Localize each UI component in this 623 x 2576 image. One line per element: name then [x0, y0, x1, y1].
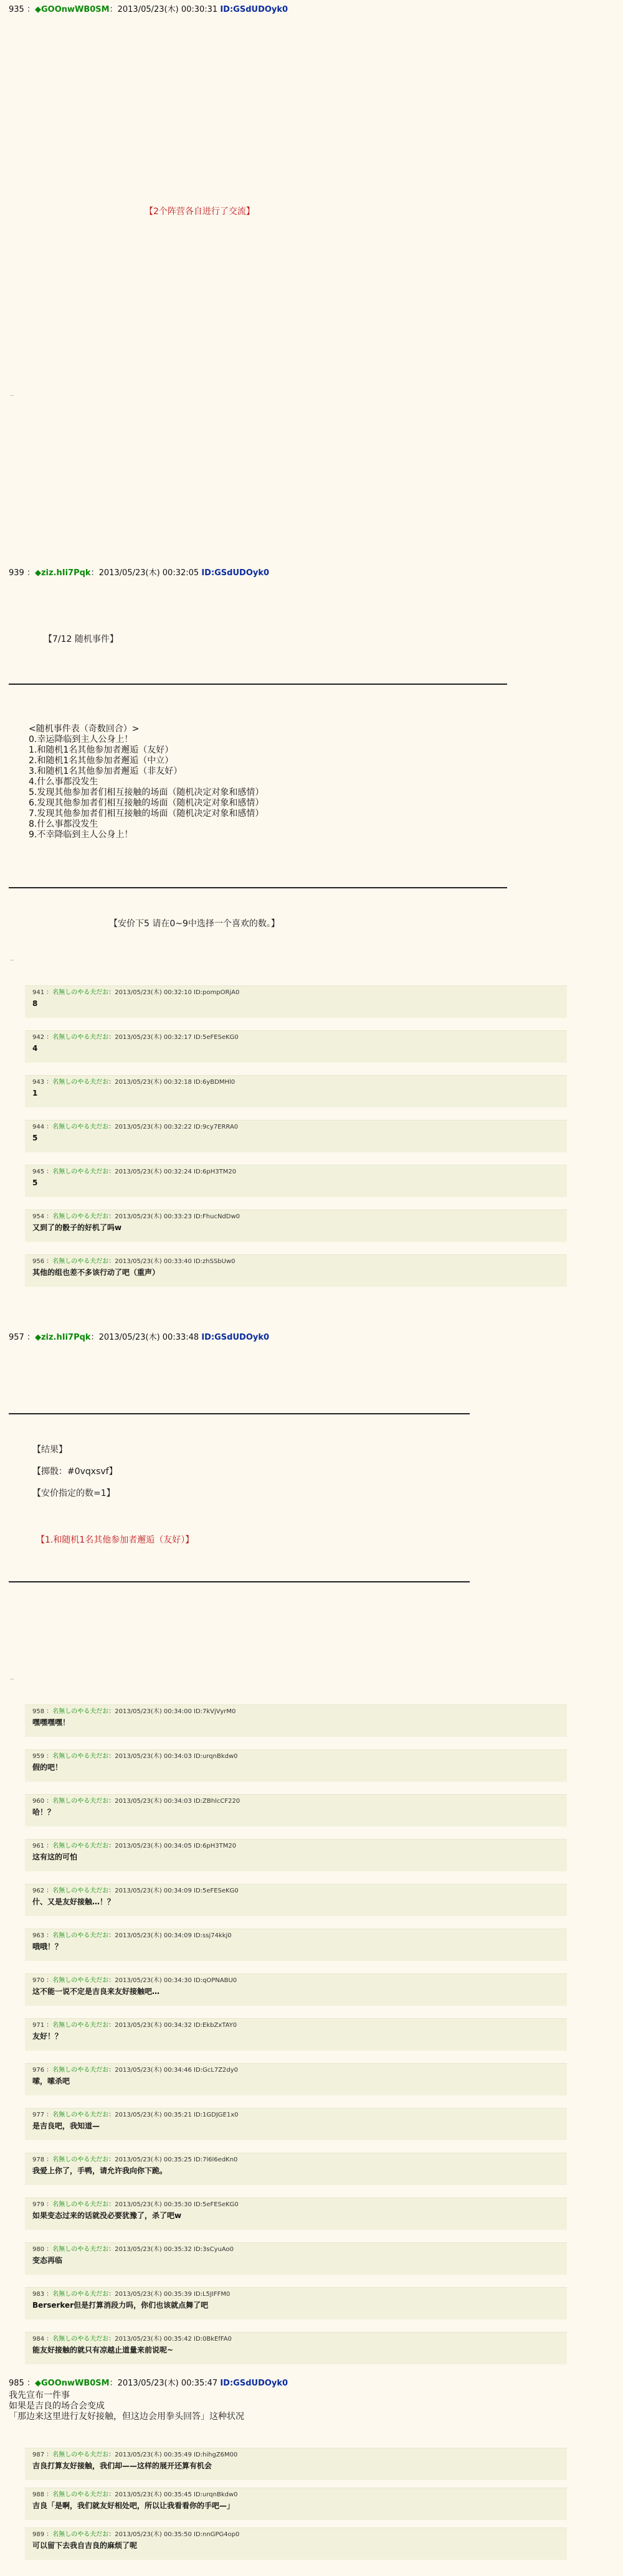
reply-name: 名無しのやる夫だお — [52, 1124, 109, 1131]
event-table-line: 3.和随机1名其他参加者邂逅（非友好） — [29, 766, 183, 776]
poster-name: ◆ziz.hIi7Pqk — [34, 1333, 91, 1342]
reply-header: 954 ：名無しのやる夫だお：2013/05/23(木) 00:33:23 ID:FhucNdDw0 — [32, 1213, 240, 1220]
post-date: ：2013/05/23(木) 00:35:47 — [109, 2379, 218, 2388]
reply-date: ：2013/05/23(木) 00:34:46 — [108, 2067, 192, 2074]
reply-date: ：2013/05/23(木) 00:32:17 — [108, 1034, 192, 1041]
reply-number[interactable]: 977 — [32, 2112, 45, 2118]
reply-name: 名無しのやる夫だお — [52, 1034, 109, 1041]
post-date: ：2013/05/23(木) 00:32:05 — [90, 568, 199, 578]
reply-number[interactable]: 943 — [32, 1079, 45, 1086]
reply-id[interactable]: ID:5eFESeKG0 — [194, 2201, 239, 2208]
reply-date: ：2013/05/23(木) 00:35:25 — [108, 2156, 192, 2163]
separator-dots: .. — [10, 391, 14, 398]
reply-date: ：2013/05/23(木) 00:32:18 — [108, 1079, 192, 1086]
reply-number[interactable]: 988 — [32, 2491, 45, 2498]
reply-name: 名無しのやる夫だお — [52, 2246, 109, 2253]
event-table-line: 9.不幸降临到主人公身上！ — [29, 830, 133, 840]
reply-id[interactable]: ID:hihgZ6M00 — [194, 2451, 238, 2458]
post-header-985: 985 ：◆GOOnwWB0SM：2013/05/23(木) 00:35:47 ID:GSdUDOyk0 — [9, 2379, 288, 2388]
reply-number[interactable]: 983 — [32, 2291, 45, 2298]
poster-name: ◆GOOnwWB0SM — [34, 2379, 110, 2388]
reply-number[interactable]: 979 — [32, 2201, 45, 2208]
reply-header: 970 ：名無しのやる夫だお：2013/05/23(木) 00:34:30 ID:qOPNABU0 — [32, 1977, 237, 1984]
reply-post — [25, 2242, 567, 2275]
post-number[interactable]: 935 — [9, 5, 24, 14]
post-985-line: 如果是吉良的场合会变成 — [9, 2401, 105, 2411]
reply-id[interactable]: ID:0BkEfFA0 — [194, 2336, 232, 2343]
reply-id[interactable]: ID:urqnBkdw0 — [194, 2491, 238, 2498]
event-table-line: 8.什么事都没发生 — [29, 819, 98, 829]
reply-header: 962 ：名無しのやる夫だお：2013/05/23(木) 00:34:09 ID:5eFESeKG0 — [32, 1887, 239, 1894]
reply-id[interactable]: ID:5eFESeKG0 — [194, 1887, 239, 1894]
reply-post — [25, 1973, 567, 2006]
reply-header: 958 ：名無しのやる夫だお：2013/05/23(木) 00:34:00 ID:7kVjVyrM0 — [32, 1708, 236, 1715]
reply-id[interactable]: ID:6pH3TM20 — [194, 1843, 237, 1850]
reply-body: 友好！？ — [32, 2032, 63, 2041]
reply-body: 哈！？ — [32, 1808, 55, 1817]
reply-id[interactable]: ID:7kVjVyrM0 — [194, 1708, 236, 1715]
reply-id[interactable]: ID:GcL7Z2dy0 — [194, 2067, 239, 2074]
reply-number[interactable]: 944 — [32, 1124, 45, 1131]
reply-date: ：2013/05/23(木) 00:35:50 — [108, 2531, 192, 2538]
post-number[interactable]: 985 — [9, 2379, 24, 2388]
reply-name: 名無しのやる夫だお — [52, 1977, 109, 1984]
reply-date: ：2013/05/23(木) 00:35:45 — [108, 2491, 192, 2498]
reply-name: 名無しのやる夫だお — [52, 1843, 109, 1850]
reply-date: ：2013/05/23(木) 00:32:24 — [108, 1168, 192, 1175]
reply-post — [25, 2332, 567, 2364]
reply-post — [25, 1704, 567, 1737]
reply-header: 963 ：名無しのやる夫だお：2013/05/23(木) 00:34:09 ID:ssj74kkj0 — [32, 1932, 232, 1939]
post-number[interactable]: 957 — [9, 1333, 24, 1342]
reply-body: 如果变态过来的话就没必要犹豫了，杀了吧w — [32, 2211, 182, 2220]
reply-name: 名無しのやる夫だお — [52, 2336, 109, 2343]
reply-header: 942 ：名無しのやる夫だお：2013/05/23(木) 00:32:17 ID:5eFESeKG0 — [32, 1034, 239, 1041]
reply-date: ：2013/05/23(木) 00:34:03 — [108, 1753, 192, 1760]
reply-id[interactable]: ID:6pH3TM20 — [194, 1168, 237, 1175]
reply-post — [25, 1030, 567, 1063]
poster-id[interactable]: ID:GSdUDOyk0 — [201, 1333, 270, 1342]
reply-name: 名無しのやる夫だお — [52, 2201, 109, 2208]
reply-number[interactable]: 963 — [32, 1932, 45, 1939]
reply-post — [25, 2108, 567, 2140]
reply-date: ：2013/05/23(木) 00:33:23 — [108, 1213, 192, 1220]
reply-number[interactable]: 945 — [32, 1168, 45, 1175]
reply-id[interactable]: ID:FhucNdDw0 — [194, 1213, 240, 1220]
reply-body: 嗦，嗦杀吧 — [32, 2077, 70, 2085]
reply-id[interactable]: ID:ssj74kkj0 — [194, 1932, 232, 1939]
event-title: 【7/12 随机事件】 — [44, 634, 118, 644]
poster-id[interactable]: ID:GSdUDOyk0 — [220, 2379, 288, 2388]
reply-header: 956 ：名無しのやる夫だお：2013/05/23(木) 00:33:40 ID:zhSSbUw0 — [32, 1258, 235, 1265]
dice-roll: 【掷骰：#0vqxsvf】 — [32, 1467, 118, 1477]
reply-post — [25, 2488, 567, 2520]
reply-body: 嘿嘿嘿嘿！ — [32, 1718, 70, 1727]
reply-header: 978 ：名無しのやる夫だお：2013/05/23(木) 00:35:25 ID:7l6l6edKn0 — [32, 2156, 238, 2163]
reply-date: ：2013/05/23(木) 00:35:30 — [108, 2201, 192, 2208]
reply-body: 我爱上你了，手鸭，请允许我向你下跪。 — [32, 2166, 168, 2175]
reply-header: 977 ：名無しのやる夫だお：2013/05/23(木) 00:35:21 ID:1GDJGE1x0 — [32, 2112, 239, 2118]
reply-post — [25, 1929, 567, 1961]
reply-post — [25, 1210, 567, 1242]
reply-id[interactable]: ID:3sCyuAo0 — [194, 2246, 234, 2253]
result-label: 【结果】 — [32, 1445, 67, 1455]
reply-post — [25, 2018, 567, 2051]
reply-date: ：2013/05/23(木) 00:35:42 — [108, 2336, 192, 2343]
reply-body: Berserker但是打算消段力吗，你们也该就点舞了吧 — [32, 2301, 209, 2310]
post-date: ：2013/05/23(木) 00:33:48 — [90, 1333, 199, 1342]
event-table-line: 5.发现其他参加者们相互接触的场面（随机决定对象和感情） — [29, 787, 264, 797]
reply-post — [25, 1749, 567, 1782]
reply-body: 可以留下去我自吉良的麻烦了呢 — [32, 2541, 138, 2550]
poster-name: ◆ziz.hIi7Pqk — [34, 568, 91, 578]
reply-name: 名無しのやる夫だお — [52, 989, 109, 996]
reply-number[interactable]: 978 — [32, 2156, 45, 2163]
reply-number[interactable]: 954 — [32, 1213, 45, 1220]
reply-body: 这有这的可怕 — [32, 1853, 78, 1861]
divider-line — [9, 887, 507, 888]
reply-post — [25, 2063, 567, 2095]
reply-number[interactable]: 984 — [32, 2336, 45, 2343]
event-table-line: 2.和随机1名其他参加者邂逅（中立） — [29, 756, 174, 766]
reply-date: ：2013/05/23(木) 00:34:00 — [108, 1708, 192, 1715]
reply-id[interactable]: ID:qOPNABU0 — [194, 1977, 237, 1984]
reply-post — [25, 2198, 567, 2230]
reply-name: 名無しのやる夫だお — [52, 2451, 109, 2458]
reply-header: 983 ：名無しのやる夫だお：2013/05/23(木) 00:35:39 ID:L5JIFFM0 — [32, 2291, 231, 2298]
reply-post — [25, 1254, 567, 1287]
event-table — [29, 724, 264, 840]
reply-name: 名無しのやる夫だお — [52, 2067, 109, 2074]
reply-header: 988 ：名無しのやる夫だお：2013/05/23(木) 00:35:45 ID:urqnBkdw0 — [32, 2491, 238, 2498]
reply-id[interactable]: ID:nnGPG4op0 — [194, 2531, 240, 2538]
event-table-line: 4.什么事都没发生 — [29, 777, 98, 787]
separator-dots: .. — [10, 1675, 14, 1681]
event-table-line: <随机事件表（奇数回合）> — [29, 724, 140, 734]
reply-body: 4 — [32, 1044, 38, 1053]
reply-body: 吉良「是啊，我们就友好相处吧，所以让我看看你的手吧—」 — [32, 2501, 235, 2510]
reply-name: 名無しのやる夫だお — [52, 1708, 109, 1715]
reply-id[interactable]: ID:1GDJGE1x0 — [194, 2112, 239, 2118]
reply-number[interactable]: 956 — [32, 1258, 45, 1265]
reply-date: ：2013/05/23(木) 00:32:22 — [108, 1124, 192, 1131]
reply-post — [25, 1120, 567, 1152]
post-985-line: 我先宣布一件事 — [9, 2390, 70, 2400]
event-table-line: 7.发现其他参加者们相互接触的场面（随机决定对象和感情） — [29, 809, 264, 819]
event-table-line: 1.和随机1名其他参加者邂逅（友好） — [29, 745, 174, 755]
reply-number[interactable]: 962 — [32, 1887, 45, 1894]
reply-id[interactable]: ID:5eFESeKG0 — [194, 1034, 239, 1041]
event-table-line: 6.发现其他参加者们相互接触的场面（随机决定对象和感情） — [29, 798, 264, 808]
reply-header: 959 ：名無しのやる夫だお：2013/05/23(木) 00:34:03 ID:urqnBkdw0 — [32, 1753, 238, 1760]
reply-date: ：2013/05/23(木) 00:34:09 — [108, 1932, 192, 1939]
reply-number[interactable]: 941 — [32, 989, 45, 996]
reply-date: ：2013/05/23(木) 00:32:10 — [108, 989, 192, 996]
reply-date: ：2013/05/23(木) 00:35:39 — [108, 2291, 192, 2298]
post-935-text: 【2个阵营各自进行了交流】 — [145, 207, 255, 217]
reply-name: 名無しのやる夫だお — [52, 1258, 109, 1265]
reply-date: ：2013/05/23(木) 00:35:32 — [108, 2246, 192, 2253]
event-table-line: 0.幸运降临到主人公身上！ — [29, 735, 133, 745]
reply-id[interactable]: ID:zhSSbUw0 — [194, 1258, 235, 1265]
reply-number[interactable]: 942 — [32, 1034, 45, 1041]
reply-date: ：2013/05/23(木) 00:35:21 — [108, 2112, 192, 2118]
reply-id[interactable]: ID:6yBDMHl0 — [194, 1079, 235, 1086]
reply-header: 945 ：名無しのやる夫だお：2013/05/23(木) 00:32:24 ID:6pH3TM20 — [32, 1168, 237, 1175]
reply-id[interactable]: ID:ZBhlcCF220 — [194, 1798, 240, 1805]
reply-number[interactable]: 971 — [32, 2022, 45, 2029]
reply-id[interactable]: ID:EkbZxTAY0 — [194, 2022, 237, 2029]
reply-header: 989 ：名無しのやる夫だお：2013/05/23(木) 00:35:50 ID:nnGPG4op0 — [32, 2531, 240, 2538]
reply-body: 其他的组也差不多该行动了吧（重声） — [32, 1268, 160, 1277]
reply-header: 961 ：名無しのやる夫だお：2013/05/23(木) 00:34:05 ID:6pH3TM20 — [32, 1843, 237, 1850]
poster-id[interactable]: ID:GSdUDOyk0 — [201, 568, 270, 578]
reply-body: 什、又是友好接触…！？ — [32, 1897, 115, 1906]
post-number[interactable]: 939 — [9, 568, 24, 578]
reply-name: 名無しのやる夫だお — [52, 1213, 109, 1220]
reply-date: ：2013/05/23(木) 00:34:09 — [108, 1887, 192, 1894]
reply-post — [25, 1884, 567, 1916]
reply-name: 名無しのやる夫だお — [52, 2531, 109, 2538]
reply-post — [25, 985, 567, 1018]
reply-name: 名無しのやる夫だお — [52, 1887, 109, 1894]
reply-name: 名無しのやる夫だお — [52, 1168, 109, 1175]
reply-id[interactable]: ID:pompORjA0 — [194, 989, 240, 996]
reply-date: ：2013/05/23(木) 00:34:30 — [108, 1977, 192, 1984]
reply-header: 987 ：名無しのやる夫だお：2013/05/23(木) 00:35:49 ID:hihgZ6M00 — [32, 2451, 238, 2458]
reply-name: 名無しのやる夫だお — [52, 2291, 109, 2298]
reply-body: 假的吧！ — [32, 1763, 63, 1772]
reply-number[interactable]: 960 — [32, 1798, 45, 1805]
reply-name: 名無しのやる夫だお — [52, 2156, 109, 2163]
reply-post — [25, 1075, 567, 1107]
reply-id[interactable]: ID:L5JIFFM0 — [194, 2291, 231, 2298]
reply-header: 944 ：名無しのやる夫だお：2013/05/23(木) 00:32:22 ID:9cy7ERRA0 — [32, 1124, 239, 1131]
reply-name: 名無しのやる夫だお — [52, 1753, 109, 1760]
reply-date: ：2013/05/23(木) 00:34:03 — [108, 1798, 192, 1805]
reply-id[interactable]: ID:9cy7ERRA0 — [194, 1124, 239, 1131]
post-header-939: 939 ：◆ziz.hIi7Pqk：2013/05/23(木) 00:32:05 ID:GSdUDOyk0 — [9, 568, 270, 578]
reply-body: 这不能一说不定是吉良来友好接触吧… — [32, 1987, 160, 1996]
post-985-line: 「那边来这里进行友好接触，但这边会用拳头回答」这种状况 — [9, 2412, 244, 2422]
separator-dots: .. — [10, 956, 14, 962]
post-date: ：2013/05/23(木) 00:30:31 — [109, 5, 218, 14]
reply-name: 名無しのやる夫だお — [52, 1932, 109, 1939]
post-header-957: 957 ：◆ziz.hIi7Pqk：2013/05/23(木) 00:33:48 ID:GSdUDOyk0 — [9, 1333, 270, 1342]
reply-body: 哦哦！？ — [32, 1942, 63, 1951]
reply-name: 名無しのやる夫だお — [52, 2022, 109, 2029]
reply-body: 能友好接触的就只有凉越止道量来前说呢~ — [32, 2346, 174, 2354]
reply-body: 变态再临 — [32, 2256, 63, 2265]
reply-body: 又到了的骰子的好机了吗w — [32, 1223, 122, 1232]
reply-post — [25, 2448, 567, 2480]
reply-name: 名無しのやる夫だお — [52, 2112, 109, 2118]
poster-id[interactable]: ID:GSdUDOyk0 — [220, 5, 288, 14]
divider-line — [9, 684, 507, 685]
reply-number[interactable]: 976 — [32, 2067, 45, 2074]
reply-number[interactable]: 987 — [32, 2451, 45, 2458]
reply-header: 984 ：名無しのやる夫だお：2013/05/23(木) 00:35:42 ID:0BkEfFA0 — [32, 2336, 232, 2343]
reply-header: 971 ：名無しのやる夫だお：2013/05/23(木) 00:34:32 ID:EkbZxTAY0 — [32, 2022, 237, 2029]
reply-number[interactable]: 980 — [32, 2246, 45, 2253]
reply-post — [25, 1839, 567, 1871]
reply-header: 976 ：名無しのやる夫だお：2013/05/23(木) 00:34:46 ID:GcL7Z2dy0 — [32, 2067, 239, 2074]
reply-name: 名無しのやる夫だお — [52, 1079, 109, 1086]
reply-body: 吉良打算友好接触，我们却——这样的展开还算有机会 — [32, 2461, 212, 2470]
anka-number: 【安价指定的数=1】 — [32, 1488, 115, 1498]
reply-number[interactable]: 958 — [32, 1708, 45, 1715]
reply-header: 960 ：名無しのやる夫だお：2013/05/23(木) 00:34:03 ID:ZBhlcCF220 — [32, 1798, 240, 1805]
reply-post — [25, 2287, 567, 2320]
reply-header: 941 ：名無しのやる夫だお：2013/05/23(木) 00:32:10 ID:pompORjA0 — [32, 989, 240, 996]
reply-post — [25, 1165, 567, 1197]
reply-number[interactable]: 961 — [32, 1843, 45, 1850]
reply-date: ：2013/05/23(木) 00:35:49 — [108, 2451, 192, 2458]
reply-id[interactable]: ID:urqnBkdw0 — [194, 1753, 238, 1760]
divider-line — [9, 1581, 470, 1582]
reply-number[interactable]: 959 — [32, 1753, 45, 1760]
reply-post — [25, 2527, 567, 2560]
reply-body: 8 — [32, 999, 38, 1008]
anka-prompt: 【安价下5 请在0~9中选择一个喜欢的数。】 — [109, 919, 280, 929]
post-header-935: 935 ：◆GOOnwWB0SM：2013/05/23(木) 00:30:31 ID:GSdUDOyk0 — [9, 5, 288, 14]
divider-line — [9, 1413, 470, 1414]
reply-body: 1 — [32, 1089, 38, 1098]
reply-date: ：2013/05/23(木) 00:34:05 — [108, 1843, 192, 1850]
poster-name: ◆GOOnwWB0SM — [34, 5, 110, 14]
reply-id[interactable]: ID:7l6l6edKn0 — [194, 2156, 238, 2163]
reply-post — [25, 1794, 567, 1826]
reply-body: 5 — [32, 1134, 38, 1142]
reply-header: 979 ：名無しのやる夫だお：2013/05/23(木) 00:35:30 ID:5eFESeKG0 — [32, 2201, 239, 2208]
reply-number[interactable]: 970 — [32, 1977, 45, 1984]
reply-header: 943 ：名無しのやる夫だお：2013/05/23(木) 00:32:18 ID:6yBDMHl0 — [32, 1079, 235, 1086]
reply-header: 980 ：名無しのやる夫だお：2013/05/23(木) 00:35:32 ID:3sCyuAo0 — [32, 2246, 234, 2253]
reply-name: 名無しのやる夫だお — [52, 1798, 109, 1805]
reply-post — [25, 2153, 567, 2185]
event-outcome: 【1.和随机1名其他参加者邂逅（友好）】 — [36, 1535, 194, 1545]
reply-body: 5 — [32, 1178, 38, 1187]
reply-date: ：2013/05/23(木) 00:34:32 — [108, 2022, 192, 2029]
reply-date: ：2013/05/23(木) 00:33:40 — [108, 1258, 192, 1265]
reply-number[interactable]: 989 — [32, 2531, 45, 2538]
reply-name: 名無しのやる夫だお — [52, 2491, 109, 2498]
reply-body: 是吉良吧，我知道— — [32, 2122, 100, 2130]
